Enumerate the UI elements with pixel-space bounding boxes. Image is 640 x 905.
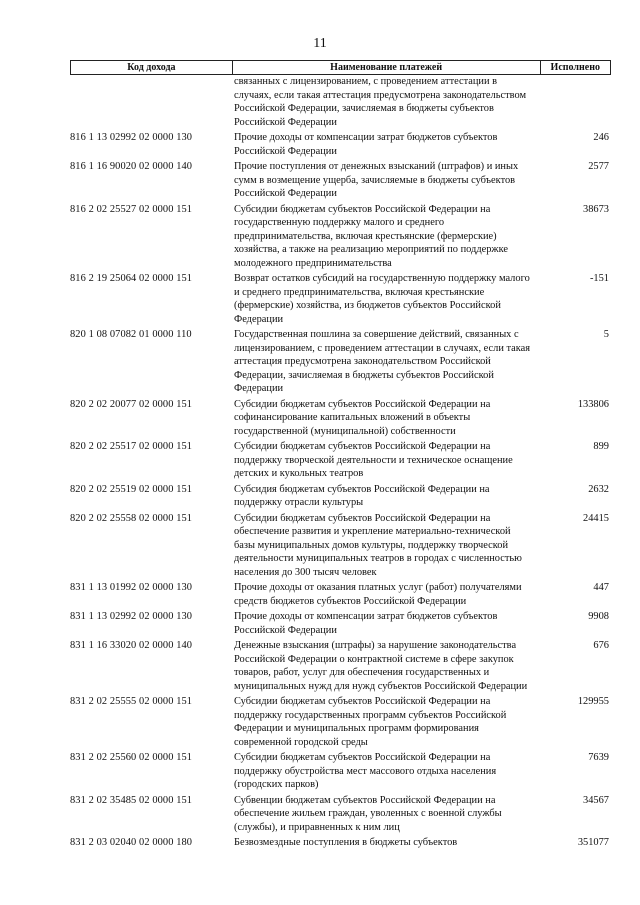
row-code: 831 2 02 25555 02 0000 151 [70, 696, 193, 707]
row-name: Субсидии бюджетам субъектов Российской Федерации на государственную поддержку малого и среднего предпринимательства, включая крестьянские (фермерские) хозяйства, а также на реализацию мероприятий по поддержке молодежного предпринимательства [234, 203, 509, 269]
row-code: 820 2 02 25517 02 0000 151 [70, 441, 193, 452]
row-value: 676 [593, 640, 609, 651]
table-row [70, 131, 611, 158]
row-name: Субсидия бюджетам субъектов Российской Федерации на поддержку отрасли культуры [234, 483, 490, 508]
row-value: 133806 [577, 398, 609, 410]
row-name: Субсидии бюджетам субъектов Российской Федерации на софинансирование капитальных вложений в объекты государственной (муниципальной) собственности [234, 398, 491, 437]
table-row [70, 328, 611, 396]
header-done: Исполнено [550, 62, 600, 73]
table-row [70, 836, 611, 850]
table-header [70, 60, 611, 75]
row-name: Субсидии бюджетам субъектов Российской Федерации на поддержку обустройства мест массового отдыха населения (городских парков) [234, 752, 497, 790]
table-row [70, 610, 611, 637]
row-value: 7639 [588, 752, 609, 763]
row-name: Субвенции бюджетам субъектов Российской Федерации на обеспечение жильем граждан, уволенных с военной службы (службы), и приравненных к ним лиц [234, 794, 502, 833]
row-value: 2577 [588, 161, 609, 172]
row-code: 820 2 02 25558 02 0000 151 [70, 512, 193, 524]
row-value: 38673 [583, 203, 609, 215]
row-code: 831 1 13 01992 02 0000 130 [70, 582, 193, 593]
header-code: Код дохода [71, 61, 233, 74]
row-name: Субсидии бюджетам субъектов Российской Федерации на поддержку творческой деятельности и техническое оснащение детских и кукольных театров [234, 441, 513, 479]
row-value: 899 [593, 441, 609, 452]
row-code: 816 2 19 25064 02 0000 151 [70, 273, 193, 284]
table-row [70, 272, 611, 326]
row-code: 820 2 02 25519 02 0000 151 [70, 483, 193, 495]
row-value: 9908 [588, 611, 609, 622]
table-row [70, 695, 611, 749]
header-name: Наименование платежей [233, 61, 541, 74]
row-name: Прочие поступления от денежных взысканий (штрафов) и иных сумм в возмещение ущерба, зачисляемые в бюджеты субъектов Российской Федерации [234, 161, 519, 199]
table-row [70, 483, 611, 510]
revenue-table [70, 60, 611, 850]
row-name: Субсидии бюджетам субъектов Российской Федерации на поддержку государственных программ субъектов Российской Федерации и муниципальных программ формирования современной городской среды [234, 696, 507, 748]
table-row [70, 160, 611, 201]
row-name: Прочие доходы от компенсации затрат бюджетов субъектов Российской Федерации [234, 611, 498, 636]
row-value: 24415 [583, 512, 609, 524]
row-code: 816 1 13 02992 02 0000 130 [70, 132, 193, 143]
row-name: Прочие доходы от компенсации затрат бюджетов субъектов Российской Федерации [234, 132, 498, 157]
row-code: 831 1 13 02992 02 0000 130 [70, 611, 193, 622]
row-value: 129955 [577, 696, 609, 707]
row-code: 831 1 16 33020 02 0000 140 [70, 640, 193, 651]
row-code: 820 2 02 20077 02 0000 151 [70, 398, 193, 410]
row-value: 5 [603, 329, 609, 340]
row-code: 816 2 02 25527 02 0000 151 [70, 203, 193, 215]
row-value: 2632 [588, 483, 609, 495]
row-code: 831 2 02 25560 02 0000 151 [70, 752, 193, 763]
row-name: Денежные взыскания (штрафы) за нарушение законодательства Российской Федерации о контрактной системе в сфере закупок товаров, работ, услуг для обеспечения государственных и муниципальных нужд для нужд субъектов Российской Федерации [234, 640, 528, 692]
row-value: 246 [593, 132, 609, 143]
row-value: 351077 [577, 837, 609, 848]
row-value: 34567 [583, 794, 609, 806]
table-row [70, 639, 611, 693]
table-row [70, 751, 611, 792]
table-row [70, 581, 611, 608]
table-row [70, 512, 611, 580]
row-code: 831 2 03 02040 02 0000 180 [70, 837, 193, 848]
table-row [70, 203, 611, 271]
row-name: Государственная пошлина за совершение действий, связанных с лицензированием, с проведением аттестации в случаях, если такая аттестация предусмотрена законодательством Российской Федерации, зачисляемая в бюджеты субъектов Российской Федерации [234, 329, 531, 394]
table-row [70, 75, 611, 129]
table-row [70, 398, 611, 439]
page-number: 11 [313, 36, 327, 51]
row-code: 820 1 08 07082 01 0000 110 [70, 329, 192, 340]
row-name: Субсидии бюджетам субъектов Российской Федерации на обеспечение развития и укрепление материально-технической базы муниципальных домов культуры, поддержку творческой деятельности муниципальных театров в городах с численностью населения до 300 тысяч человек [234, 512, 522, 578]
row-name: Возврат остатков субсидий на государственную поддержку малого и среднего предпринимательства, включая крестьянские (фермерские) хозяйства, из бюджетов субъектов Российской Федерации [234, 273, 530, 325]
row-code [70, 75, 232, 129]
row-value: 447 [593, 582, 609, 593]
row-name: Безвозмездные поступления в бюджеты субъектов [234, 837, 458, 848]
table-body [70, 75, 611, 850]
row-value [534, 75, 609, 129]
row-value: -151 [589, 273, 609, 284]
row-name: Прочие доходы от оказания платных услуг (работ) получателями средств бюджетов субъектов Российской Федерации [234, 582, 522, 607]
table-row [70, 440, 611, 481]
table-row [70, 794, 611, 835]
row-code: 816 1 16 90020 02 0000 140 [70, 161, 193, 172]
row-code: 831 2 02 35485 02 0000 151 [70, 794, 193, 806]
row-name: связанных с лицензированием, с проведением аттестации в случаях, если такая аттестация предусмотрена законодательством Российской Федерации, зачисляемая в бюджеты субъектов Российской Федерации [234, 76, 527, 128]
